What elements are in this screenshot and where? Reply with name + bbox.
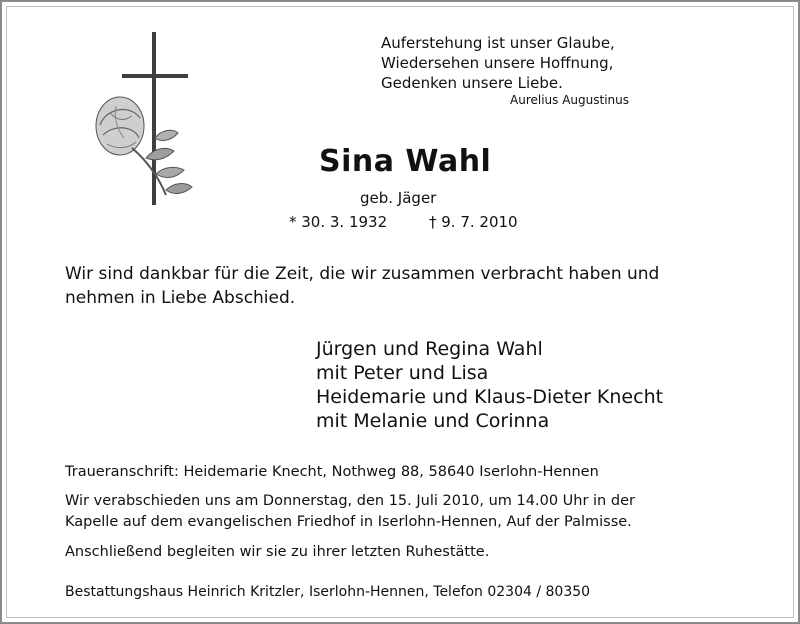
ceremony-line-1: Wir verabschieden uns am Donnerstag, den 15. Juli 2010, um 14.00 Uhr in der [65, 493, 635, 509]
death-date: † 9. 7. 2010 [429, 213, 518, 231]
family-line-3: Heidemarie und Klaus-Dieter Knecht [316, 386, 664, 408]
deceased-name: Sina Wahl [319, 144, 492, 179]
quote-line-3: Gedenken unsere Liebe. [381, 74, 563, 92]
birth-date: * 30. 3. 1932 [289, 213, 388, 231]
quote-author: Aurelius Augustinus [510, 93, 629, 107]
message-line-2: nehmen in Liebe Abschied. [65, 288, 296, 308]
birth-name: geb. Jäger [360, 189, 437, 207]
quote-line-2: Wiedersehen unsere Hoffnung, [381, 54, 614, 72]
family-line-4: mit Melanie und Corinna [316, 410, 550, 432]
cross-rose-graphic [86, 30, 206, 210]
family-line-2: mit Peter und Lisa [316, 362, 489, 384]
funeral-home: Bestattungshaus Heinrich Kritzler, Iserlohn-Hennen, Telefon 02304 / 80350 [65, 584, 591, 600]
message-line-1: Wir sind dankbar für die Zeit, die wir zusammen verbracht haben und [65, 264, 660, 284]
rose-icon [96, 97, 192, 195]
family-line-1: Jürgen und Regina Wahl [316, 338, 543, 360]
mourning-address: Traueranschrift: Heidemarie Knecht, Nothweg 88, 58640 Iserlohn-Hennen [65, 464, 599, 480]
ceremony-line-2: Kapelle auf dem evangelischen Friedhof in Iserlohn-Hennen, Auf der Palmisse. [65, 514, 632, 530]
quote-line-1: Auferstehung ist unser Glaube, [381, 34, 615, 52]
burial-text: Anschließend begleiten wir sie zu ihrer letzten Ruhestätte. [65, 544, 490, 560]
